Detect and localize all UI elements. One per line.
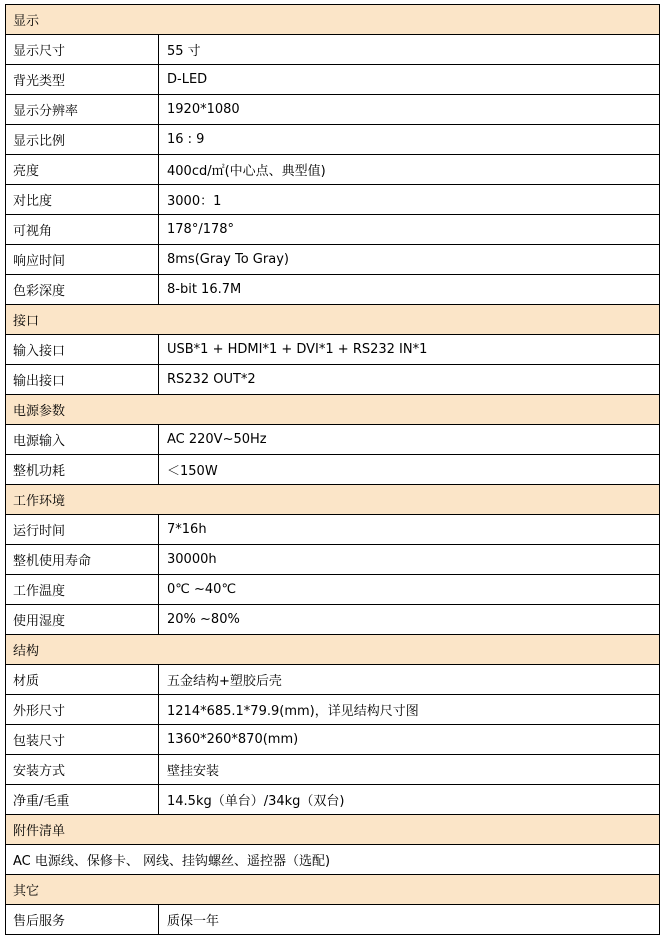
spec-label: 显示分辨率: [6, 95, 159, 125]
spec-row: [6, 335, 660, 365]
spec-row: [6, 605, 660, 635]
accessory-list: AC 电源线、保修卡、 网线、挂钩螺丝、遥控器（选配): [6, 845, 660, 875]
spec-value: 178°/178°: [159, 215, 660, 245]
spec-row: [6, 725, 660, 755]
spec-label: 输入接口: [6, 335, 159, 365]
spec-row: [6, 575, 660, 605]
section-header: [6, 875, 660, 905]
spec-row: [6, 755, 660, 785]
section-title: 结构: [6, 635, 660, 665]
spec-row: [6, 35, 660, 65]
spec-label: 包装尺寸: [6, 725, 159, 755]
spec-label: 显示比例: [6, 125, 159, 155]
spec-label: 材质: [6, 665, 159, 695]
spec-value: 五金结构+塑胶后壳: [159, 665, 660, 695]
spec-label: 售后服务: [6, 905, 159, 935]
spec-row: [6, 785, 660, 815]
spec-value: 1920*1080: [159, 95, 660, 125]
spec-value: D-LED: [159, 65, 660, 95]
spec-value: 14.5kg（单台）/34kg（双台): [159, 785, 660, 815]
spec-value: 7*16h: [159, 515, 660, 545]
spec-value: 质保一年: [159, 905, 660, 935]
spec-label: 外形尺寸: [6, 695, 159, 725]
spec-value: 壁挂安装: [159, 755, 660, 785]
spec-label: 运行时间: [6, 515, 159, 545]
spec-row: [6, 545, 660, 575]
section-header: [6, 305, 660, 335]
spec-label: 电源输入: [6, 425, 159, 455]
spec-label: 安装方式: [6, 755, 159, 785]
spec-row: [6, 905, 660, 935]
spec-row: [6, 845, 660, 875]
spec-row: [6, 125, 660, 155]
spec-row: [6, 245, 660, 275]
spec-label: 整机功耗: [6, 455, 159, 485]
spec-row: [6, 275, 660, 305]
spec-label: 使用湿度: [6, 605, 159, 635]
spec-row: [6, 95, 660, 125]
spec-value: 30000h: [159, 545, 660, 575]
spec-row: [6, 665, 660, 695]
spec-value: 8ms(Gray To Gray): [159, 245, 660, 275]
spec-row: [6, 155, 660, 185]
section-title: 附件清单: [6, 815, 660, 845]
spec-row: [6, 65, 660, 95]
spec-value: AC 220V~50Hz: [159, 425, 660, 455]
spec-row: [6, 515, 660, 545]
section-title: 其它: [6, 875, 660, 905]
spec-label: 输出接口: [6, 365, 159, 395]
spec-label: 工作温度: [6, 575, 159, 605]
spec-label: 对比度: [6, 185, 159, 215]
section-title: 电源参数: [6, 395, 660, 425]
spec-label: 色彩深度: [6, 275, 159, 305]
section-header: [6, 395, 660, 425]
spec-value: 8-bit 16.7M: [159, 275, 660, 305]
spec-label: 背光类型: [6, 65, 159, 95]
section-header: [6, 485, 660, 515]
spec-label: 净重/毛重: [6, 785, 159, 815]
section-title: 接口: [6, 305, 660, 335]
spec-value: 3000：1: [159, 185, 660, 215]
spec-label: 亮度: [6, 155, 159, 185]
spec-label: 响应时间: [6, 245, 159, 275]
spec-row: [6, 215, 660, 245]
section-header: [6, 5, 660, 35]
spec-row: [6, 365, 660, 395]
spec-value: USB*1 + HDMI*1 + DVI*1 + RS232 IN*1: [159, 335, 660, 365]
section-title: 显示: [6, 5, 660, 35]
spec-value: 400cd/㎡(中心点、典型值): [159, 155, 660, 185]
spec-value: RS232 OUT*2: [159, 365, 660, 395]
spec-value: 1214*685.1*79.9(mm)，详见结构尺寸图: [159, 695, 660, 725]
spec-row: [6, 425, 660, 455]
spec-value: 1360*260*870(mm): [159, 725, 660, 755]
spec-row: [6, 185, 660, 215]
spec-label: 显示尺寸: [6, 35, 159, 65]
spec-label: 可视角: [6, 215, 159, 245]
spec-row: [6, 695, 660, 725]
spec-value: ＜150W: [159, 455, 660, 485]
section-title: 工作环境: [6, 485, 660, 515]
spec-row: [6, 455, 660, 485]
spec-value: 0℃ ~40℃: [159, 575, 660, 605]
spec-table: [5, 4, 660, 935]
spec-table-body: [6, 5, 660, 935]
section-header: [6, 815, 660, 845]
spec-value: 55 寸: [159, 35, 660, 65]
spec-value: 20% ~80%: [159, 605, 660, 635]
spec-label: 整机使用寿命: [6, 545, 159, 575]
section-header: [6, 635, 660, 665]
spec-value: 16 : 9: [159, 125, 660, 155]
